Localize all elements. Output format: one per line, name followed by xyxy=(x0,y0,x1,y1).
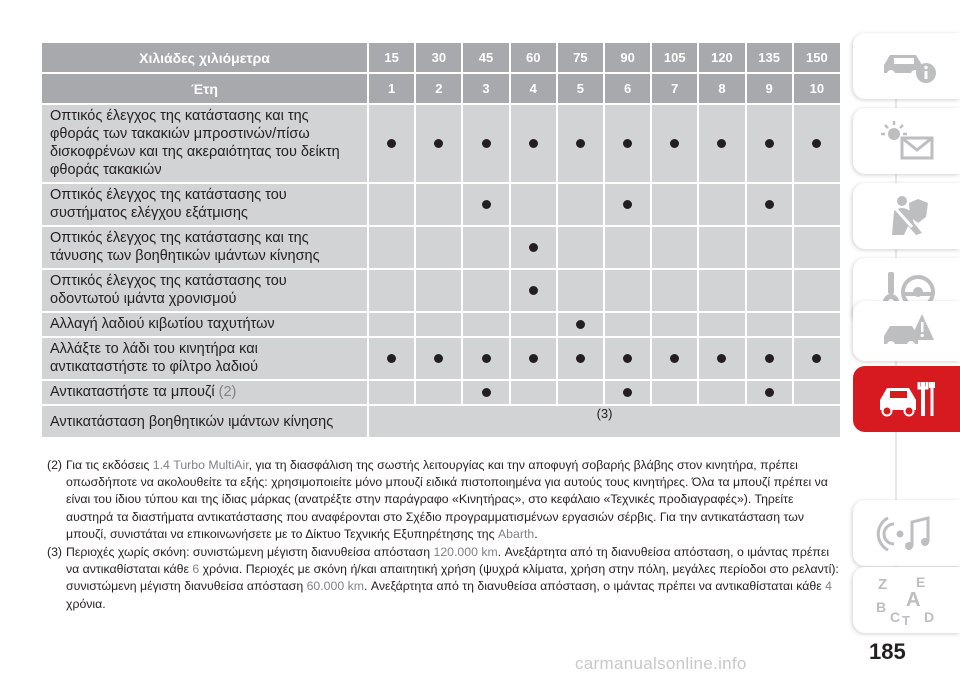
footnotes xyxy=(47,457,842,614)
interval-cell xyxy=(368,104,415,183)
interval-cell xyxy=(557,226,604,269)
interval-cell xyxy=(698,104,745,183)
task-label xyxy=(42,312,368,337)
highlighted-value: 120.000 km xyxy=(433,545,498,560)
task-text: Οπτικός έλεγχος της κατάστασης και της φθοράς των τακακιών μπροστινών/πίσω δισκοφρένων και της ακεραιότητας του δείκτη φθοράς τακακιών xyxy=(50,108,340,178)
interval-cell xyxy=(462,104,509,183)
footnote-run: χρόνια. xyxy=(66,596,106,611)
service-required-dot xyxy=(576,320,585,329)
km-value: 75 xyxy=(557,43,604,73)
km-header-row xyxy=(42,43,840,73)
footnote-run: , για τη διασφάλιση της σωστής λειτουργίας και την αποφυγή σοβαρής βλάβης στον κινητήρα, πρέπει οπωσδήποτε να ακολουθείτε τα εξής: χρησιμοποιείτε μόνο μπουζί ειδικά πιστοποιημένα για αυτούς τους κινητήρες. Όλα τα μπουζί πρέπει να είναι του ίδιου τύπου και της ίδιας μάρκας (ανατρέξτε στην παράγραφο «Κινητήρας», στο κεφάλαιο «Τεχνικές προδιαγραφές»). Τηρείτε αυστηρά τα διαστήματα αντικατάστασης που αναφέρονται στο Σχέδιο προγραμματισμένων εργασιών σέρβις. Για την αντικατάσταση των μπουζί, συνιστάται να επικοινωνήσετε με το Δίκτυο Τεχνικής Εξυπηρέτησης της xyxy=(66,458,828,541)
interval-cell xyxy=(462,183,509,226)
footnote-run: . Ανεξάρτητα από τη διανυθείσα απόσταση, ο ιμάντας πρέπει να αντικαθίσταται κάθε xyxy=(66,545,830,577)
service-required-dot xyxy=(576,354,585,363)
interval-cell xyxy=(510,380,557,405)
interval-cell xyxy=(415,104,462,183)
task-label xyxy=(42,337,368,380)
index-letter: D xyxy=(923,609,934,625)
sidebar-tab-car-info[interactable] xyxy=(853,33,960,99)
year-value: 3 xyxy=(462,73,509,104)
interval-cell xyxy=(462,269,509,312)
interval-cell xyxy=(462,380,509,405)
index-letter: C xyxy=(889,609,900,625)
highlighted-value: Abarth xyxy=(497,526,535,541)
task-text: Οπτικός έλεγχος της κατάστασης του οδοντωτού ιμάντα χρονισμού xyxy=(50,273,287,307)
service-required-dot xyxy=(434,139,443,148)
km-value: 120 xyxy=(698,43,745,73)
task-label xyxy=(42,104,368,183)
task-text: Αντικαταστήστε τα μπουζί xyxy=(50,384,215,400)
safety-seatbelt-icon xyxy=(876,193,938,239)
roadside-emergency-icon xyxy=(876,308,938,354)
highlighted-value: 1.4 Turbo MultiAir xyxy=(152,458,249,472)
interval-cell xyxy=(793,226,840,269)
task-label xyxy=(42,183,368,226)
service-required-dot xyxy=(529,243,538,252)
interval-cell xyxy=(415,337,462,380)
year-value: 8 xyxy=(698,73,745,104)
index-letter: B xyxy=(875,599,886,615)
index-letter: Z xyxy=(877,576,887,593)
service-required-dot xyxy=(812,354,821,363)
task-text: Αλλαγή λαδιού κιβωτίου ταχυτήτων xyxy=(50,316,275,332)
interval-cell xyxy=(793,269,840,312)
km-value: 135 xyxy=(746,43,793,73)
interval-cell xyxy=(746,226,793,269)
footnote-run: . xyxy=(534,526,538,541)
interval-cell xyxy=(462,337,509,380)
schedule-row xyxy=(42,312,840,337)
alphabetical-index-icon xyxy=(872,572,942,628)
interval-cell xyxy=(793,337,840,380)
footnote-run: Για τις εκδόσεις xyxy=(66,458,153,472)
footnote-ref: (2) xyxy=(218,384,237,400)
interval-cell xyxy=(510,269,557,312)
task-label: Αντικατάσταση βοηθητικών ιμάντων κίνησης xyxy=(42,405,368,438)
years-header-label: Έτη xyxy=(42,73,368,104)
service-required-dot xyxy=(529,139,538,148)
service-required-dot xyxy=(529,354,538,363)
km-value: 60 xyxy=(510,43,557,73)
interval-cell xyxy=(557,269,604,312)
service-required-dot xyxy=(765,354,774,363)
year-value: 10 xyxy=(793,73,840,104)
km-value: 105 xyxy=(651,43,698,73)
footnote-run: . Ανεξάρτητα από τη διανυθείσα απόσταση, ο ιμάντας πρέπει να αντικαθίσταται κάθε xyxy=(364,579,826,594)
interval-cell xyxy=(604,269,651,312)
highlighted-value: 6 xyxy=(192,562,200,577)
service-required-dot xyxy=(387,139,396,148)
schedule-row xyxy=(42,104,840,183)
year-value: 7 xyxy=(651,73,698,104)
service-required-dot xyxy=(623,139,632,148)
interval-cell xyxy=(557,337,604,380)
sidebar-tab-safety[interactable] xyxy=(853,183,960,249)
interval-cell xyxy=(604,183,651,226)
footnote-2 xyxy=(47,457,842,543)
km-value: 30 xyxy=(415,43,462,73)
car-maintenance-wrench-icon xyxy=(876,376,938,422)
interval-cell xyxy=(698,183,745,226)
interval-cell xyxy=(604,380,651,405)
page-number: 185 xyxy=(869,639,906,664)
service-required-dot xyxy=(576,139,585,148)
maintenance-schedule-table xyxy=(42,43,840,439)
sidebar-tab-maintenance[interactable] xyxy=(853,366,960,432)
service-required-dot xyxy=(623,388,632,397)
index-letter: E xyxy=(915,574,925,590)
interval-cell xyxy=(651,183,698,226)
service-required-dot xyxy=(717,139,726,148)
interval-cell xyxy=(368,226,415,269)
schedule-row xyxy=(42,380,840,405)
interval-cell xyxy=(510,104,557,183)
interval-cell xyxy=(604,226,651,269)
interval-cell xyxy=(651,312,698,337)
interval-cell xyxy=(557,104,604,183)
interval-cell xyxy=(793,380,840,405)
year-value: 6 xyxy=(604,73,651,104)
car-info-icon xyxy=(876,43,938,89)
footnote-mark: (3) xyxy=(47,545,63,560)
interval-cell xyxy=(651,226,698,269)
interval-cell xyxy=(368,269,415,312)
service-required-dot xyxy=(670,354,679,363)
service-required-dot xyxy=(765,200,774,209)
interval-cell xyxy=(746,380,793,405)
interval-cell xyxy=(651,337,698,380)
interval-cell xyxy=(510,312,557,337)
interval-cell xyxy=(698,380,745,405)
km-value: 45 xyxy=(462,43,509,73)
year-value: 1 xyxy=(368,73,415,104)
sidebar-tab-index[interactable] xyxy=(853,567,960,633)
interval-cell xyxy=(415,226,462,269)
footnote-3 xyxy=(47,544,842,613)
interval-cell xyxy=(698,337,745,380)
interval-cell xyxy=(604,337,651,380)
task-label xyxy=(42,269,368,312)
footnote-text xyxy=(66,458,828,541)
interval-cell xyxy=(368,380,415,405)
interval-cell xyxy=(604,104,651,183)
sidebar-tab-emergency[interactable] xyxy=(853,301,960,361)
years-header-row xyxy=(42,73,840,104)
multimedia-icon xyxy=(876,510,938,556)
schedule-row xyxy=(42,269,840,312)
index-letter: A xyxy=(905,589,920,611)
last-row xyxy=(42,405,840,438)
schedule-row xyxy=(42,337,840,380)
service-required-dot xyxy=(765,139,774,148)
km-value: 90 xyxy=(604,43,651,73)
task-text: Αλλάξτε το λάδι του κινητήρα και αντικαταστήστε το φίλτρο λαδιού xyxy=(50,341,259,375)
service-required-dot xyxy=(765,388,774,397)
schedule-body xyxy=(42,104,840,438)
watermark: carmanualsonline.info xyxy=(575,654,747,673)
interval-cell xyxy=(415,269,462,312)
highlighted-value: 60.000 km xyxy=(306,579,364,594)
interval-cell xyxy=(462,312,509,337)
year-value: 5 xyxy=(557,73,604,104)
service-required-dot xyxy=(482,200,491,209)
interval-cell xyxy=(510,337,557,380)
year-value: 2 xyxy=(415,73,462,104)
schedule-row xyxy=(42,183,840,226)
highlighted-value: 4 xyxy=(825,579,832,594)
interval-cell xyxy=(368,337,415,380)
interval-cell xyxy=(651,104,698,183)
service-required-dot xyxy=(482,388,491,397)
interval-cell xyxy=(415,312,462,337)
service-required-dot xyxy=(482,354,491,363)
footnote-mark: (2) xyxy=(47,458,63,472)
service-required-dot xyxy=(623,200,632,209)
interval-cell xyxy=(368,183,415,226)
km-value: 150 xyxy=(793,43,840,73)
interval-cell xyxy=(557,312,604,337)
interval-cell xyxy=(698,226,745,269)
interval-cell xyxy=(557,380,604,405)
sidebar-tab-multimedia[interactable] xyxy=(853,500,960,566)
task-text: Οπτικός έλεγχος της κατάστασης του συστήματος ελέγχου εξάτμισης xyxy=(50,187,287,221)
footnote-run: χρόνια. Περιοχές με σκόνη ή/και απαιτητική χρήση (ψυχρά κλίματα, χρήση στην πόλη, μεγάλες περίοδοι στο ρελαντί): συνιστώμενη μέγιστη διανυθείσα απόσταση xyxy=(66,562,839,594)
task-label xyxy=(42,380,368,405)
footnote-ref: (3) xyxy=(368,405,840,438)
interval-cell xyxy=(557,183,604,226)
interval-cell xyxy=(368,312,415,337)
interval-cell xyxy=(746,183,793,226)
year-value: 4 xyxy=(510,73,557,104)
interval-cell xyxy=(746,312,793,337)
interval-cell xyxy=(793,312,840,337)
interval-cell xyxy=(793,104,840,183)
interval-cell xyxy=(746,337,793,380)
footnote-run: Περιοχές χωρίς σκόνη: συνιστώμενη μέγιστη διανυθείσα απόσταση xyxy=(66,545,434,560)
interval-cell xyxy=(604,312,651,337)
interval-cell xyxy=(746,269,793,312)
interval-cell xyxy=(746,104,793,183)
service-required-dot xyxy=(623,354,632,363)
interval-cell xyxy=(415,380,462,405)
service-required-dot xyxy=(670,139,679,148)
km-header-label: Χιλιάδες χιλιόμετρα xyxy=(42,43,368,73)
schedule-row xyxy=(42,226,840,269)
footnote-text xyxy=(66,545,839,611)
interval-cell xyxy=(793,183,840,226)
km-value: 15 xyxy=(368,43,415,73)
index-letter: T xyxy=(901,613,910,628)
task-label xyxy=(42,226,368,269)
interval-cell xyxy=(510,226,557,269)
interval-cell xyxy=(462,226,509,269)
service-required-dot xyxy=(434,354,443,363)
interval-cell xyxy=(698,312,745,337)
interval-cell xyxy=(510,183,557,226)
interval-cell xyxy=(651,269,698,312)
service-required-dot xyxy=(717,354,726,363)
service-required-dot xyxy=(482,139,491,148)
interval-cell xyxy=(651,380,698,405)
year-value: 9 xyxy=(746,73,793,104)
interval-cell xyxy=(698,269,745,312)
warning-lights-icon xyxy=(876,118,938,164)
service-required-dot xyxy=(812,139,821,148)
service-required-dot xyxy=(387,354,396,363)
service-required-dot xyxy=(529,286,538,295)
sidebar-tab-warning-lights[interactable] xyxy=(853,108,960,174)
interval-cell xyxy=(415,183,462,226)
task-text: Οπτικός έλεγχος της κατάστασης και της τάνυσης των βοηθητικών ιμάντων κίνησης xyxy=(50,230,320,264)
